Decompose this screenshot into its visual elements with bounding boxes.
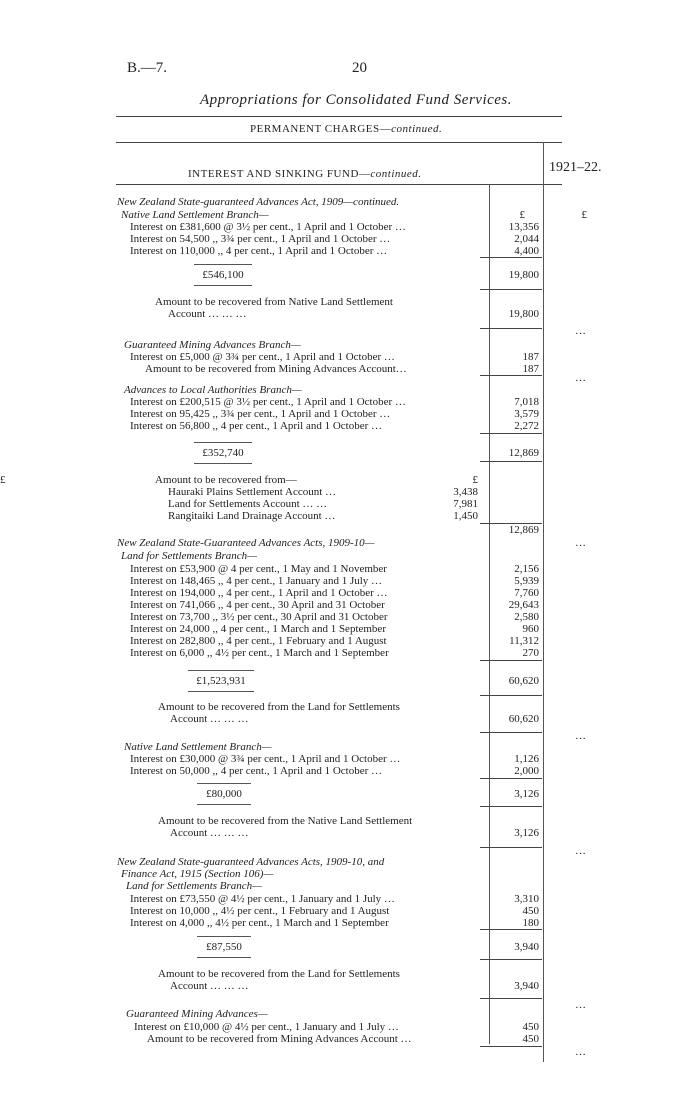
sub-amount: 1,450 <box>453 510 478 522</box>
section-heading: Native Land Settlement Branch— <box>121 209 269 221</box>
entry-line: Interest on 282,800 ,, 4 per cent., 1 February and 1 August <box>130 635 387 647</box>
amount-value: 1,126 <box>514 753 539 765</box>
amount-rule <box>480 433 542 434</box>
amount-rule <box>480 929 542 930</box>
section-heading: Native Land Settlement Branch— <box>124 741 272 753</box>
entry-line: Interest on 4,000 ,, 4½ per cent., 1 March and 1 September <box>130 917 389 929</box>
section-title: PERMANENT CHARGES—continued. <box>250 123 443 135</box>
amount-rule <box>480 289 542 290</box>
rule-subsection <box>116 184 562 185</box>
entry-line: Interest on 741,066 ,, 4 per cent., 30 April and 31 October <box>130 599 385 611</box>
entry-line: Amount to be recovered from Native Land Settlement <box>155 296 393 308</box>
amount-rule <box>480 959 542 960</box>
year-column-header: 1921–22. <box>549 160 602 175</box>
entry-line: £ <box>0 474 6 486</box>
amount-value: 450 <box>522 1021 539 1033</box>
entry-line: Account … … … <box>170 713 249 725</box>
section-heading: Guaranteed Mining Advances— <box>126 1008 268 1020</box>
section-heading: Finance Act, 1915 (Section 106)— <box>121 868 274 880</box>
entry-line: Account … … … <box>170 827 249 839</box>
entry-line: Interest on £53,900 @ 4 per cent., 1 May and 1 November <box>130 563 387 575</box>
entry-line: Amount to be recovered from the Native Land Settlement <box>158 815 413 827</box>
section-heading: New Zealand State-Guaranteed Advances Acts, 1909-10— <box>117 537 375 549</box>
amount-value: 5,939 <box>514 575 539 587</box>
amount-value: 187 <box>522 363 539 375</box>
amount-value: 60,620 <box>508 713 539 725</box>
amount-value: 450 <box>522 905 539 917</box>
entry-line: Interest on 50,000 ,, 4 per cent., 1 April and 1 October … <box>130 765 383 777</box>
amount-rule <box>480 328 542 329</box>
amount-value: 3,579 <box>514 408 539 420</box>
amount-value: 270 <box>522 647 539 659</box>
amount-value: 60,620 <box>508 675 539 687</box>
amount-value: 3,126 <box>514 788 539 800</box>
page-number: 20 <box>352 60 367 76</box>
entry-line: Account … … … <box>170 980 249 992</box>
amount-value: 960 <box>522 623 539 635</box>
amount-rule <box>480 257 542 258</box>
amount-value: 4,400 <box>514 245 539 257</box>
amount-rule <box>480 732 542 733</box>
entry-line: Interest on £73,550 @ 4½ per cent., 1 January and 1 July … <box>130 893 395 905</box>
year-column-dots: … <box>575 1046 586 1058</box>
entry-line: Interest on 10,000 ,, 4½ per cent., 1 February and 1 August <box>130 905 390 917</box>
amount-value: 180 <box>522 917 539 929</box>
amount-value: 12,869 <box>508 524 539 536</box>
subsection-title: INTEREST AND SINKING FUND—continued. <box>188 168 422 180</box>
total-box: £546,100 <box>194 264 252 286</box>
column-divider-left <box>489 184 490 1044</box>
amount-value: 3,126 <box>514 827 539 839</box>
pound-sign: £ <box>519 209 525 221</box>
entry-line: Amount to be recovered from— <box>155 474 297 486</box>
section-heading: New Zealand State-guaranteed Advances Act, 1909—continued. <box>117 196 400 208</box>
entry-line: Interest on £5,000 @ 3¾ per cent., 1 April and 1 October … <box>130 351 395 363</box>
amount-value: 2,044 <box>514 233 539 245</box>
section-heading: New Zealand State-guaranteed Advances Acts, 1909-10, and <box>117 856 385 868</box>
amount-rule <box>480 523 542 524</box>
section-heading: Advances to Local Authorities Branch— <box>124 384 302 396</box>
amount-rule <box>480 695 542 696</box>
amount-value: 7,018 <box>514 396 539 408</box>
document-code: B.—7. <box>127 60 168 76</box>
amount-value: 187 <box>522 351 539 363</box>
entry-line: Hauraki Plains Settlement Account … <box>168 486 337 498</box>
year-column-dots: … <box>575 537 586 549</box>
entry-line: Interest on 110,000 ,, 4 per cent., 1 April and 1 October … <box>130 245 388 257</box>
rule-top <box>116 116 562 117</box>
sub-amount: £ <box>472 474 478 486</box>
amount-value: 2,156 <box>514 563 539 575</box>
amount-rule <box>480 847 542 848</box>
entry-line: Interest on 56,800 ,, 4 per cent., 1 April and 1 October … <box>130 420 383 432</box>
section-heading: Guaranteed Mining Advances Branch— <box>124 339 301 351</box>
amount-value: 11,312 <box>509 635 539 647</box>
entry-line: Amount to be recovered from the Land for Settlements <box>158 701 400 713</box>
entry-line: Interest on 95,425 ,, 3¾ per cent., 1 April and 1 October … <box>130 408 391 420</box>
sub-amount: 7,981 <box>453 498 478 510</box>
entry-line: Interest on 6,000 ,, 4½ per cent., 1 March and 1 September <box>130 647 389 659</box>
page-title: Appropriations for Consolidated Fund Services. <box>200 92 513 108</box>
entry-line: Interest on 148,465 ,, 4 per cent., 1 January and 1 July … <box>130 575 383 587</box>
entry-line: Interest on 54,500 ,, 3¾ per cent., 1 April and 1 October … <box>130 233 391 245</box>
rule-section <box>116 142 562 143</box>
amount-value: 3,310 <box>514 893 539 905</box>
amount-value: 13,356 <box>508 221 539 233</box>
amount-value: 19,800 <box>508 308 539 320</box>
year-column-dots: … <box>575 325 586 337</box>
amount-rule <box>480 998 542 999</box>
amount-rule <box>480 461 542 462</box>
entry-line: Account … … … <box>168 308 247 320</box>
amount-value: 3,940 <box>514 980 539 992</box>
year-column-dots: … <box>575 372 586 384</box>
total-box: £87,550 <box>197 936 251 958</box>
entry-line: Interest on 24,000 ,, 4 per cent., 1 March and 1 September <box>130 623 386 635</box>
section-heading: Land for Settlements Branch— <box>126 880 262 892</box>
amount-value: 19,800 <box>508 269 539 281</box>
sub-amount: 3,438 <box>453 486 478 498</box>
year-column-dots: … <box>575 845 586 857</box>
entry-line: Interest on 73,700 ,, 3½ per cent., 30 April and 31 October <box>130 611 388 623</box>
amount-rule <box>480 660 542 661</box>
section-heading: Land for Settlements Branch— <box>121 550 257 562</box>
entry-line: Amount to be recovered from Mining Advances Account… <box>145 363 407 375</box>
entry-line: Amount to be recovered from the Land for Settlements <box>158 968 400 980</box>
entry-line: Interest on 194,000 ,, 4 per cent., 1 April and 1 October … <box>130 587 388 599</box>
entry-line: Interest on £200,515 @ 3½ per cent., 1 April and 1 October … <box>130 396 406 408</box>
total-box: £352,740 <box>194 442 252 464</box>
amount-value: 3,940 <box>514 941 539 953</box>
entry-line: Interest on £381,600 @ 3½ per cent., 1 April and 1 October … <box>130 221 406 233</box>
amount-value: 2,272 <box>514 420 539 432</box>
amount-value: 2,000 <box>514 765 539 777</box>
year-column-dots: … <box>575 730 586 742</box>
total-box: £1,523,931 <box>188 670 254 692</box>
pound-sign: £ <box>581 209 587 221</box>
amount-value: 12,869 <box>508 447 539 459</box>
entry-line: Rangitaiki Land Drainage Account … <box>168 510 336 522</box>
amount-rule <box>480 375 542 376</box>
amount-rule <box>480 778 542 779</box>
entry-line: Interest on £30,000 @ 3¾ per cent., 1 April and 1 October … <box>130 753 401 765</box>
amount-value: 29,643 <box>508 599 539 611</box>
entry-line: Interest on £10,000 @ 4½ per cent., 1 January and 1 July … <box>134 1021 399 1033</box>
amount-value: 7,760 <box>514 587 539 599</box>
amount-value: 450 <box>522 1033 539 1045</box>
amount-value: 2,580 <box>514 611 539 623</box>
amount-rule <box>480 806 542 807</box>
amount-rule <box>480 1046 542 1047</box>
entry-line: Amount to be recovered from Mining Advances Account … <box>147 1033 412 1045</box>
entry-line: Land for Settlements Account … … <box>168 498 328 510</box>
total-box: £80,000 <box>197 783 251 805</box>
column-divider-year <box>543 142 544 1062</box>
year-column-dots: … <box>575 999 586 1011</box>
